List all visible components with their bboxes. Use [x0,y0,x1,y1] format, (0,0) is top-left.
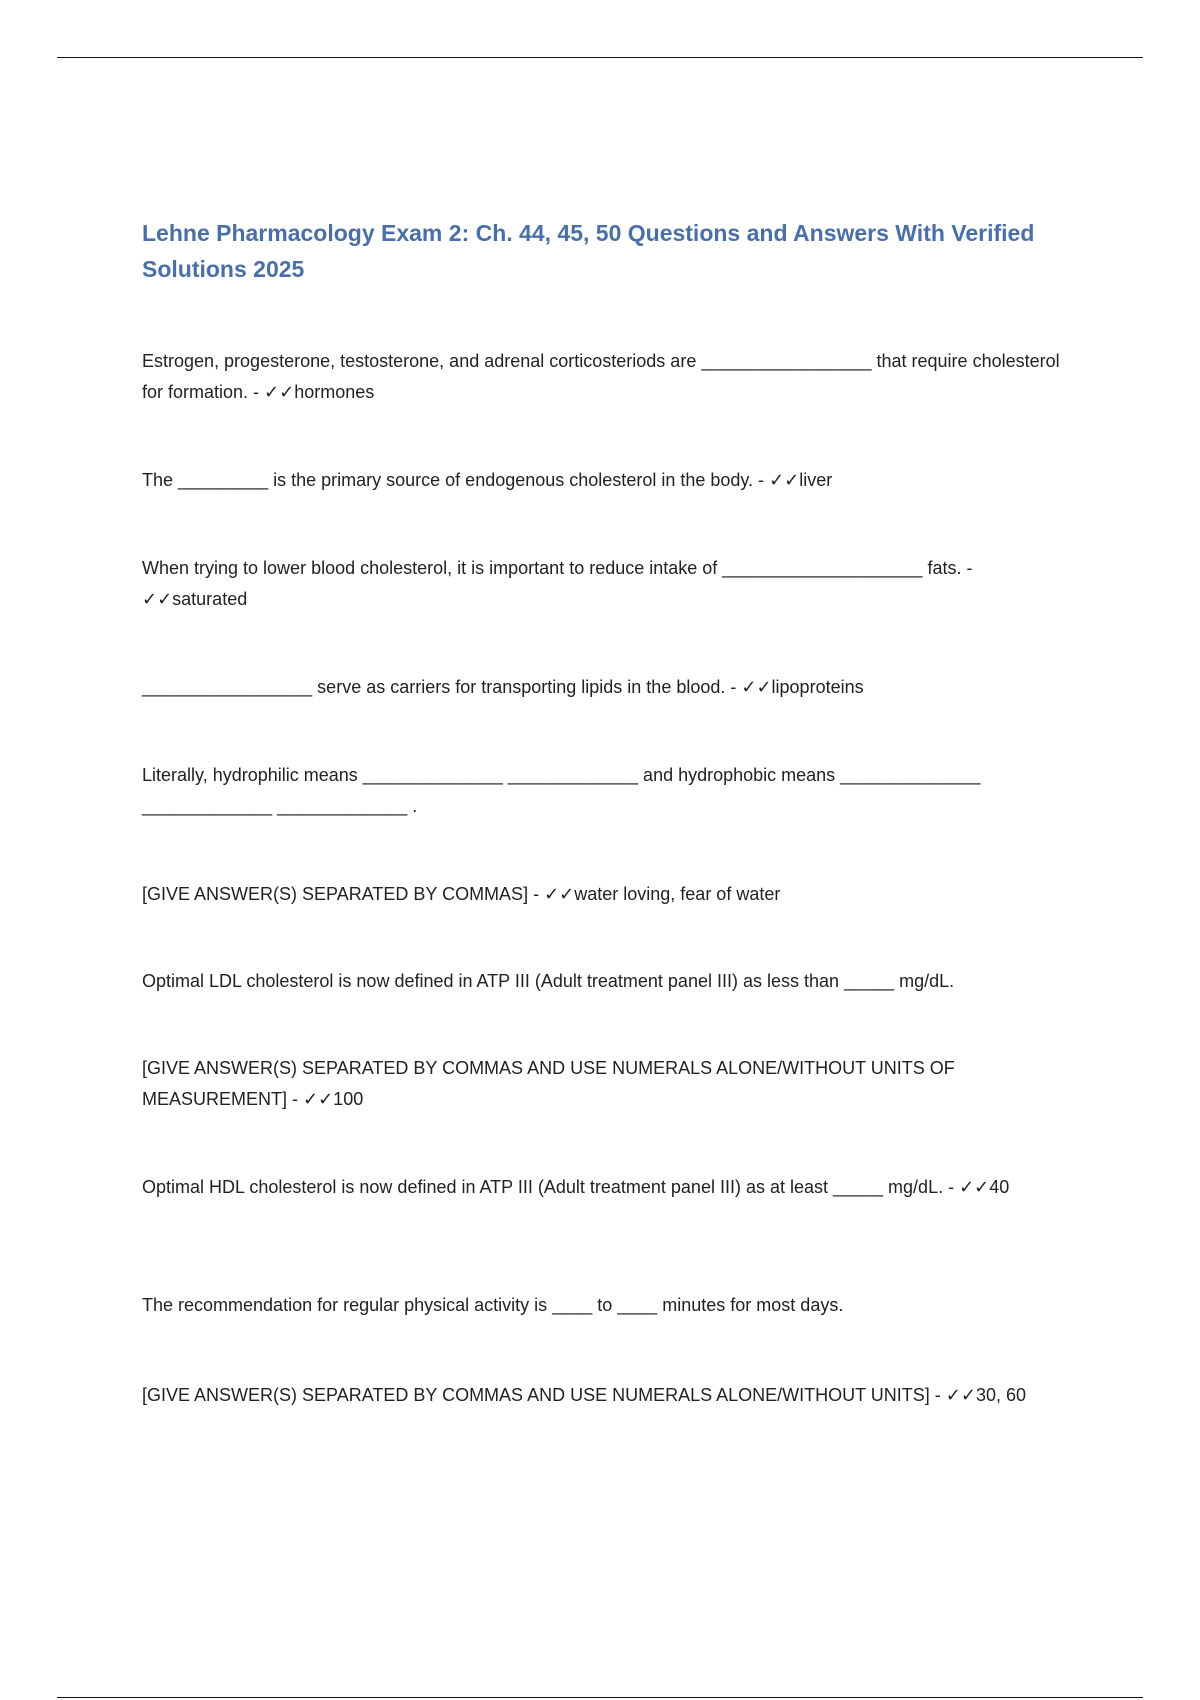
question-text: [GIVE ANSWER(S) SEPARATED BY COMMAS] - [142,884,545,904]
qa-item [142,553,1062,615]
question-text: _________________ serve as carriers for transporting lipids in the blood. - [142,677,742,697]
header-rule [57,57,1143,58]
qa-item [142,966,1062,997]
question-text: [GIVE ANSWER(S) SEPARATED BY COMMAS AND USE NUMERALS ALONE/WITHOUT UNITS OF MEASUREMENT] - [142,1058,955,1109]
answer-text: ✓✓hormones [264,382,375,402]
question-text: Estrogen, progesterone, testosterone, and adrenal corticosteriods are _________________ that require cholesterol for formation. - [142,351,1060,402]
answer-text: ✓✓30, 60 [945,1385,1027,1405]
answer-text: ✓✓saturated [142,589,248,609]
question-text: The recommendation for regular physical activity is ____ to ____ minutes for most days. [142,1295,844,1315]
qa-item [142,760,1062,822]
answer-text: ✓✓lipoproteins [741,677,864,697]
footer-rule [57,1697,1143,1698]
question-text: Literally, hydrophilic means ______________ _____________ and hydrophobic means ______________ _____________ _____________ . [142,765,981,816]
answer-text: ✓✓40 [959,1177,1010,1197]
qa-item [142,1172,1062,1203]
qa-item [142,879,1062,910]
qa-item [142,465,1062,496]
document-title: Lehne Pharmacology Exam 2: Ch. 44, 45, 50 Questions and Answers With Verified Solutions 2025 [142,220,1035,282]
question-text: Optimal HDL cholesterol is now defined in ATP III (Adult treatment panel III) as at least _____ mg/dL. - [142,1177,960,1197]
question-text: [GIVE ANSWER(S) SEPARATED BY COMMAS AND USE NUMERALS ALONE/WITHOUT UNITS] - [142,1385,946,1405]
answer-text: ✓✓100 [303,1089,364,1109]
qa-item [142,1053,1062,1115]
qa-item [142,1380,1062,1411]
answer-text: ✓✓liver [769,470,833,490]
qa-item [142,672,1062,703]
qa-item [142,1290,1062,1321]
question-text: When trying to lower blood cholesterol, it is important to reduce intake of ____________________ fats. - [142,558,973,578]
question-text: The _________ is the primary source of endogenous cholesterol in the body. - [142,470,770,490]
question-text: Optimal LDL cholesterol is now defined in ATP III (Adult treatment panel III) as less than _____ mg/dL. [142,971,955,991]
qa-item [142,346,1062,408]
answer-text: ✓✓water loving, fear of water [544,884,781,904]
